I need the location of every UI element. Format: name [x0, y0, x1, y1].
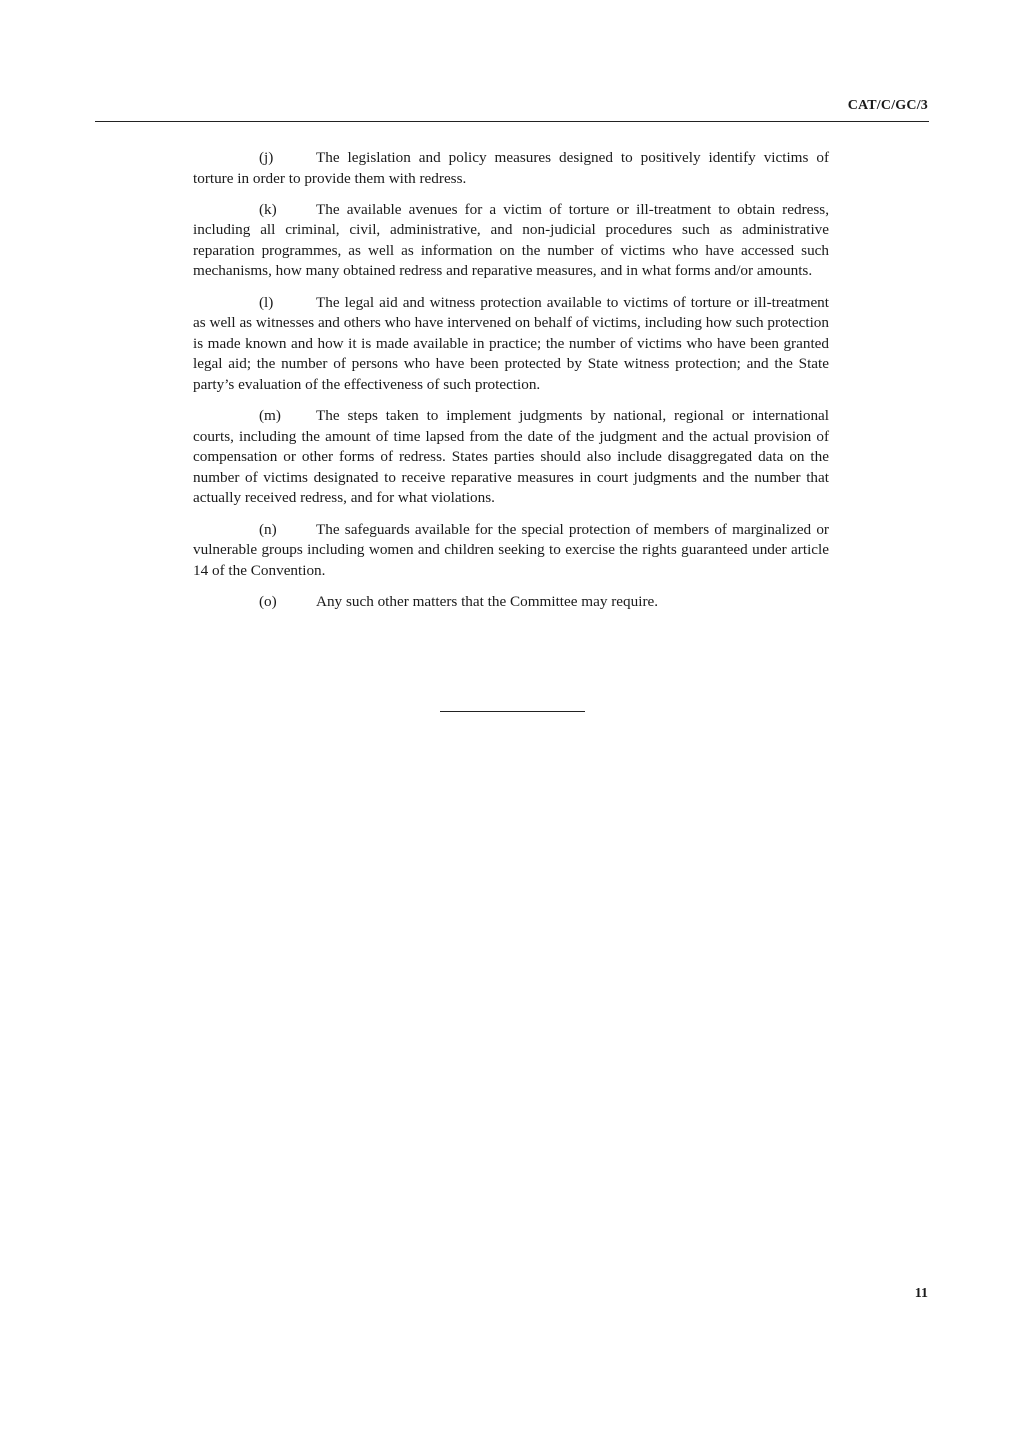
paragraph-label: (l)	[259, 293, 274, 311]
paragraph-label: (n)	[259, 520, 277, 538]
paragraph-text: The legal aid and witness protection available to victims of torture or ill-treatment as well as witnesses and others who have intervened on behalf of victims, including how such protection is made known and how it is made available in practice; the number of victims who have been granted legal aid; the number of persons who have been protected by State witness protection; and the State party’s evaluation of the effectiveness of such protection.	[193, 293, 829, 393]
paragraph-text: The legislation and policy measures designed to positively identify victims of torture in order to provide them with redress.	[193, 149, 829, 187]
paragraph-label: (k)	[259, 200, 277, 218]
paragraph-k	[193, 200, 829, 282]
header-divider	[95, 121, 929, 122]
paragraph-l	[193, 293, 829, 396]
paragraph-label: (m)	[259, 407, 281, 425]
paragraph-o	[193, 592, 829, 613]
paragraph-text: The available avenues for a victim of torture or ill-treatment to obtain redress, including all criminal, civil, administrative, and non-judicial procedures such as administrative reparation programmes, as well as information on the number of victims who have accessed such mechanisms, how many obtained redress and reparative measures, and in what forms and/or amounts.	[193, 200, 829, 280]
paragraph-text: The safeguards available for the special protection of members of marginalized or vulnerable groups including women and children seeking to exercise the rights guaranteed under article 14 of the Convention.	[193, 520, 829, 579]
paragraph-label: (o)	[259, 592, 277, 610]
paragraph-text: The steps taken to implement judgments by national, regional or international courts, including the amount of time lapsed from the date of the judgment and the actual provision of compensation or other forms of redress. States parties should also include disaggregated data on the number of victims designated to receive reparative measures in court judgments and the number that actually received redress, and for what violations.	[193, 407, 829, 507]
paragraph-j	[193, 148, 829, 189]
paragraph-n	[193, 520, 829, 582]
end-of-document-rule	[440, 711, 585, 712]
paragraph-m	[193, 406, 829, 509]
paragraph-text: Any such other matters that the Committee may require.	[316, 592, 659, 610]
paragraph-label: (j)	[259, 149, 274, 166]
document-body	[193, 148, 829, 623]
document-symbol: CAT/C/GC/3	[847, 98, 928, 113]
page-number: 11	[914, 1286, 928, 1301]
